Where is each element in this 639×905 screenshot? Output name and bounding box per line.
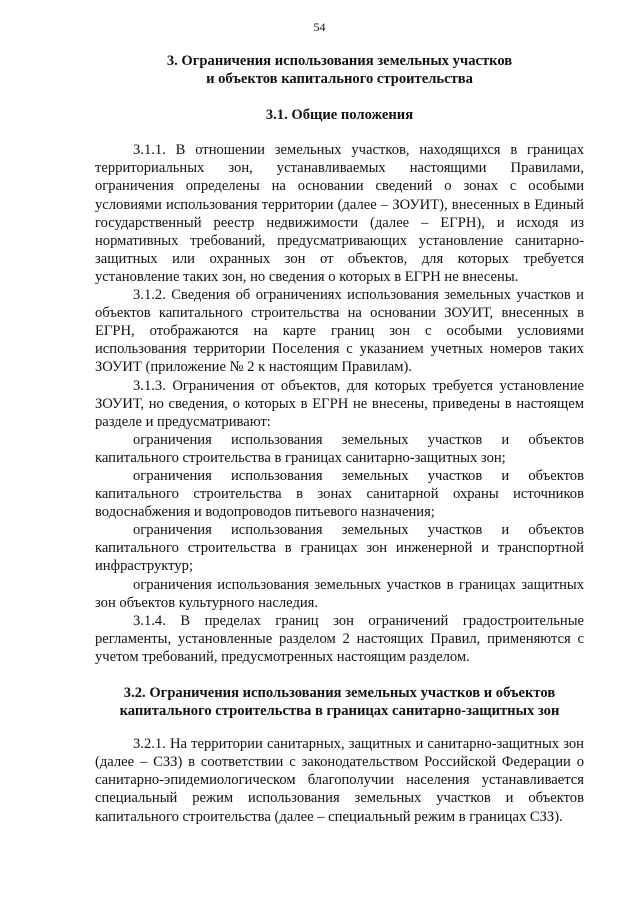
list-item: ограничения использования земельных участков в границах защитных зон объектов культурного наследия.	[95, 576, 584, 611]
section-3-2-title-line1: 3.2. Ограничения использования земельных участков и объектов	[123, 685, 556, 701]
section-3-title-line1: 3. Ограничения использования земельных участков	[166, 53, 513, 69]
section-3-heading	[95, 52, 584, 88]
section-3-2-title-line2: капитального строительства в границах санитарно-защитных зон	[119, 703, 560, 720]
list-item: ограничения использования земельных участков и объектов капитального строительства в границах зон инженерной и транспортной инфраструктур;	[95, 522, 584, 575]
paragraph-3-1-1: 3.1.1. В отношении земельных участков, находящихся в границах территориальных зон, устанавливаемых настоящими Правилами, ограничения определены на основании сведений о зонах с особыми условиями использования территории (далее – ЗОУИТ), внесенных в Единый государственный реестр недвижимости (далее – ЕГРН), и исходя из нормативных требований, предусматривающих установление санитарно-защитных или охранных зон от объектов, для которых требуется установление таких зон, но сведения о которых в ЕГРН не внесены.	[95, 142, 584, 285]
section-3-title-line2: и объектов капитального строительства	[206, 71, 473, 88]
section-3-2-heading	[95, 684, 584, 720]
paragraph-3-1-3: 3.1.3. Ограничения от объектов, для которых требуется установление ЗОУИТ, но сведения, о которых в ЕГРН не внесены, приведены в настоящем разделе и предусматривают:	[95, 377, 584, 430]
paragraph-3-2-1: 3.2.1. На территории санитарных, защитных и санитарно-защитных зон (далее – СЗЗ) в соответствии с законодательством Российской Федерации о санитарно-эпидемиологическом благополучии населения устанавливается специальный режим использования земельных участков и объектов капитального строительства (далее – специальный режим в границах СЗЗ).	[95, 736, 584, 825]
section-3-1-heading: 3.1. Общие положения	[265, 107, 414, 124]
paragraph-3-1-4: 3.1.4. В пределах границ зон ограничений градостроительные регламенты, установленные разделом 2 настоящих Правил, применяются с учетом требований, предусмотренных настоящим разделом.	[95, 612, 584, 665]
paragraph-3-1-2: 3.1.2. Сведения об ограничениях использования земельных участков и объектов капитального строительства на основании ЗОУИТ, внесенных в ЕГРН, отображаются на карте границ зон с особыми условиями использования территории Поселения с указанием учетных номеров таких ЗОУИТ (приложение № 2 к настоящим Правилам).	[95, 287, 584, 376]
list-item: ограничения использования земельных участков и объектов капитального строительства в зонах санитарной охраны источников водоснабжения и водопроводов питьевого назначения;	[95, 467, 584, 521]
document-body	[95, 52, 584, 826]
page-number: 54	[313, 20, 326, 34]
list-item: ограничения использования земельных участков и объектов капитального строительства в границах санитарно-защитных зон;	[95, 431, 584, 466]
